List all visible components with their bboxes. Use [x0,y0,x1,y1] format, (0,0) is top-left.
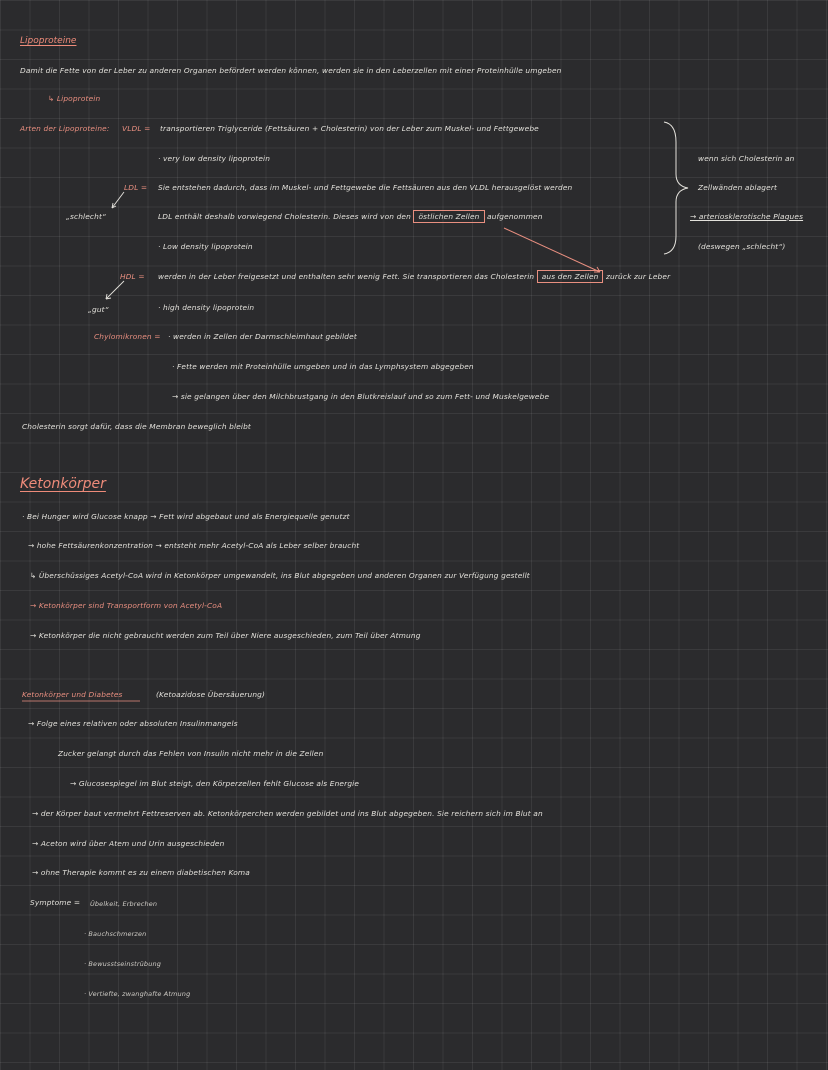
diabetes-line-6: → ohne Therapie kommt es zu einem diabetischen Koma [32,868,250,877]
section-title-ketonkoerper: Ketonkörper [20,476,106,492]
ldl-note: „schlecht“ [66,212,107,221]
ldl-text-2 [158,212,543,222]
hdl-arrow [106,281,124,299]
ldl-arrow [112,192,124,208]
hdl-text-a: werden in der Leber freigesetzt und enthalten sehr wenig Fett. Sie transportieren das Cholesterin [158,272,535,281]
diabetes-paren: (Ketoazidose Übersäuerung) [156,690,266,699]
section-title-lipoproteine: Lipoproteine [20,36,77,46]
side-note-2: Zellwänden ablagert [698,183,778,192]
brace [664,122,688,254]
hdl-highlight-box: aus den Zellen [537,270,604,283]
ldl-text-2a: LDL enthält deshalb vorwiegend Cholesterin. Dieses wird von den [158,212,411,221]
keton-line-4: → Ketonkörper sind Transportform von Acetyl-CoA [30,601,223,610]
membran-text: Cholesterin sorgt dafür, dass die Membran beweglich bleibt [22,422,251,431]
chylo-line-3: → sie gelangen über den Milchbrustgang in den Blutkreislauf und so zum Fett- und Muskelgewebe [172,392,550,401]
chylo-line-2: · Fette werden mit Proteinhülle umgeben und in das Lymphsystem abgegeben [172,362,474,371]
diabetes-line-4: → der Körper baut vermehrt Fettreserven ab. Ketonkörperchen werden gebildet und ins Blut abgegeben. Sie reichern sich im Blut an [32,809,543,818]
hdl-full: · high density lipoprotein [158,303,255,312]
chylo-line-1: · werden in Zellen der Darmschleimhaut gebildet [168,332,357,341]
vldl-text: transportieren Triglyceride (Fettsäuren + Cholesterin) von der Leber zum Muskel- und Fettgewebe [160,124,539,133]
symptom-3: · Bewusstseinstrübung [84,960,162,968]
ldl-full: · Low density lipoprotein [158,242,253,251]
vldl-full: · very low density lipoprotein [158,154,271,163]
hdl-text [158,272,670,282]
intro-text: Damit die Fette von der Leber zu anderen Organen befördert werden können, werden sie in den Leberzellen mit einer Proteinhülle umgeben [20,66,562,75]
ldl-text-2b: aufgenommen [487,212,543,221]
box-connector-arrow [504,228,600,272]
chylo-term: Chylomikronen = [94,332,161,341]
side-note-1: wenn sich Cholesterin an [698,154,795,163]
arten-label: Arten der Lipoproteine: [20,124,110,133]
diabetes-line-2: Zucker gelangt durch das Fehlen von Insulin nicht mehr in die Zellen [58,749,324,758]
symptom-4: · Vertiefte, zwanghafte Atmung [84,990,191,998]
symptome-label: Symptome = [30,898,81,907]
vldl-term: VLDL = [122,124,151,133]
ldl-highlight-box: östlichen Zellen [413,210,484,223]
ldl-text: Sie entstehen dadurch, dass im Muskel- und Fettgewebe die Fettsäuren aus den VLDL herausgelöst werden [158,183,573,192]
symptom-1: Übelkeit, Erbrechen [90,900,158,908]
diabetes-line-5: → Aceton wird über Atem und Urin ausgeschieden [32,839,225,848]
side-note-3: → arteriosklerotische Plaques [690,212,804,221]
keton-line-5: → Ketonkörper die nicht gebraucht werden zum Teil über Niere ausgeschieden, zum Teil über Atmung [30,631,421,640]
keton-line-2: → hohe Fettsäurenkonzentration → entsteht mehr Acetyl-CoA als Leber selber braucht [28,541,360,550]
hdl-text-b: zurück zur Leber [605,272,671,281]
diabetes-line-1: → Folge eines relativen oder absoluten Insulinmangels [28,719,238,728]
keton-line-3: ↳ Überschüssiges Acetyl-CoA wird in Ketonkörper umgewandelt, ins Blut abgegeben und anderen Organen zur Verfügung gestellt [30,571,530,580]
keton-line-1: · Bei Hunger wird Glucose knapp → Fett wird abgebaut und als Energiequelle genutzt [22,512,350,521]
hdl-note: „gut“ [88,305,109,314]
ldl-term: LDL = [124,183,148,192]
side-note-4: (deswegen „schlecht“) [698,242,786,251]
symptom-2: · Bauchschmerzen [84,930,147,938]
hdl-term: HDL = [120,272,145,281]
section-title-diabetes: Ketonkörper und Diabetes [22,690,123,699]
diabetes-line-3: → Glucosespiegel im Blut steigt, den Körperzellen fehlt Glucose als Energie [70,779,360,788]
lipoprotein-sub: ↳ Lipoprotein [48,94,101,103]
